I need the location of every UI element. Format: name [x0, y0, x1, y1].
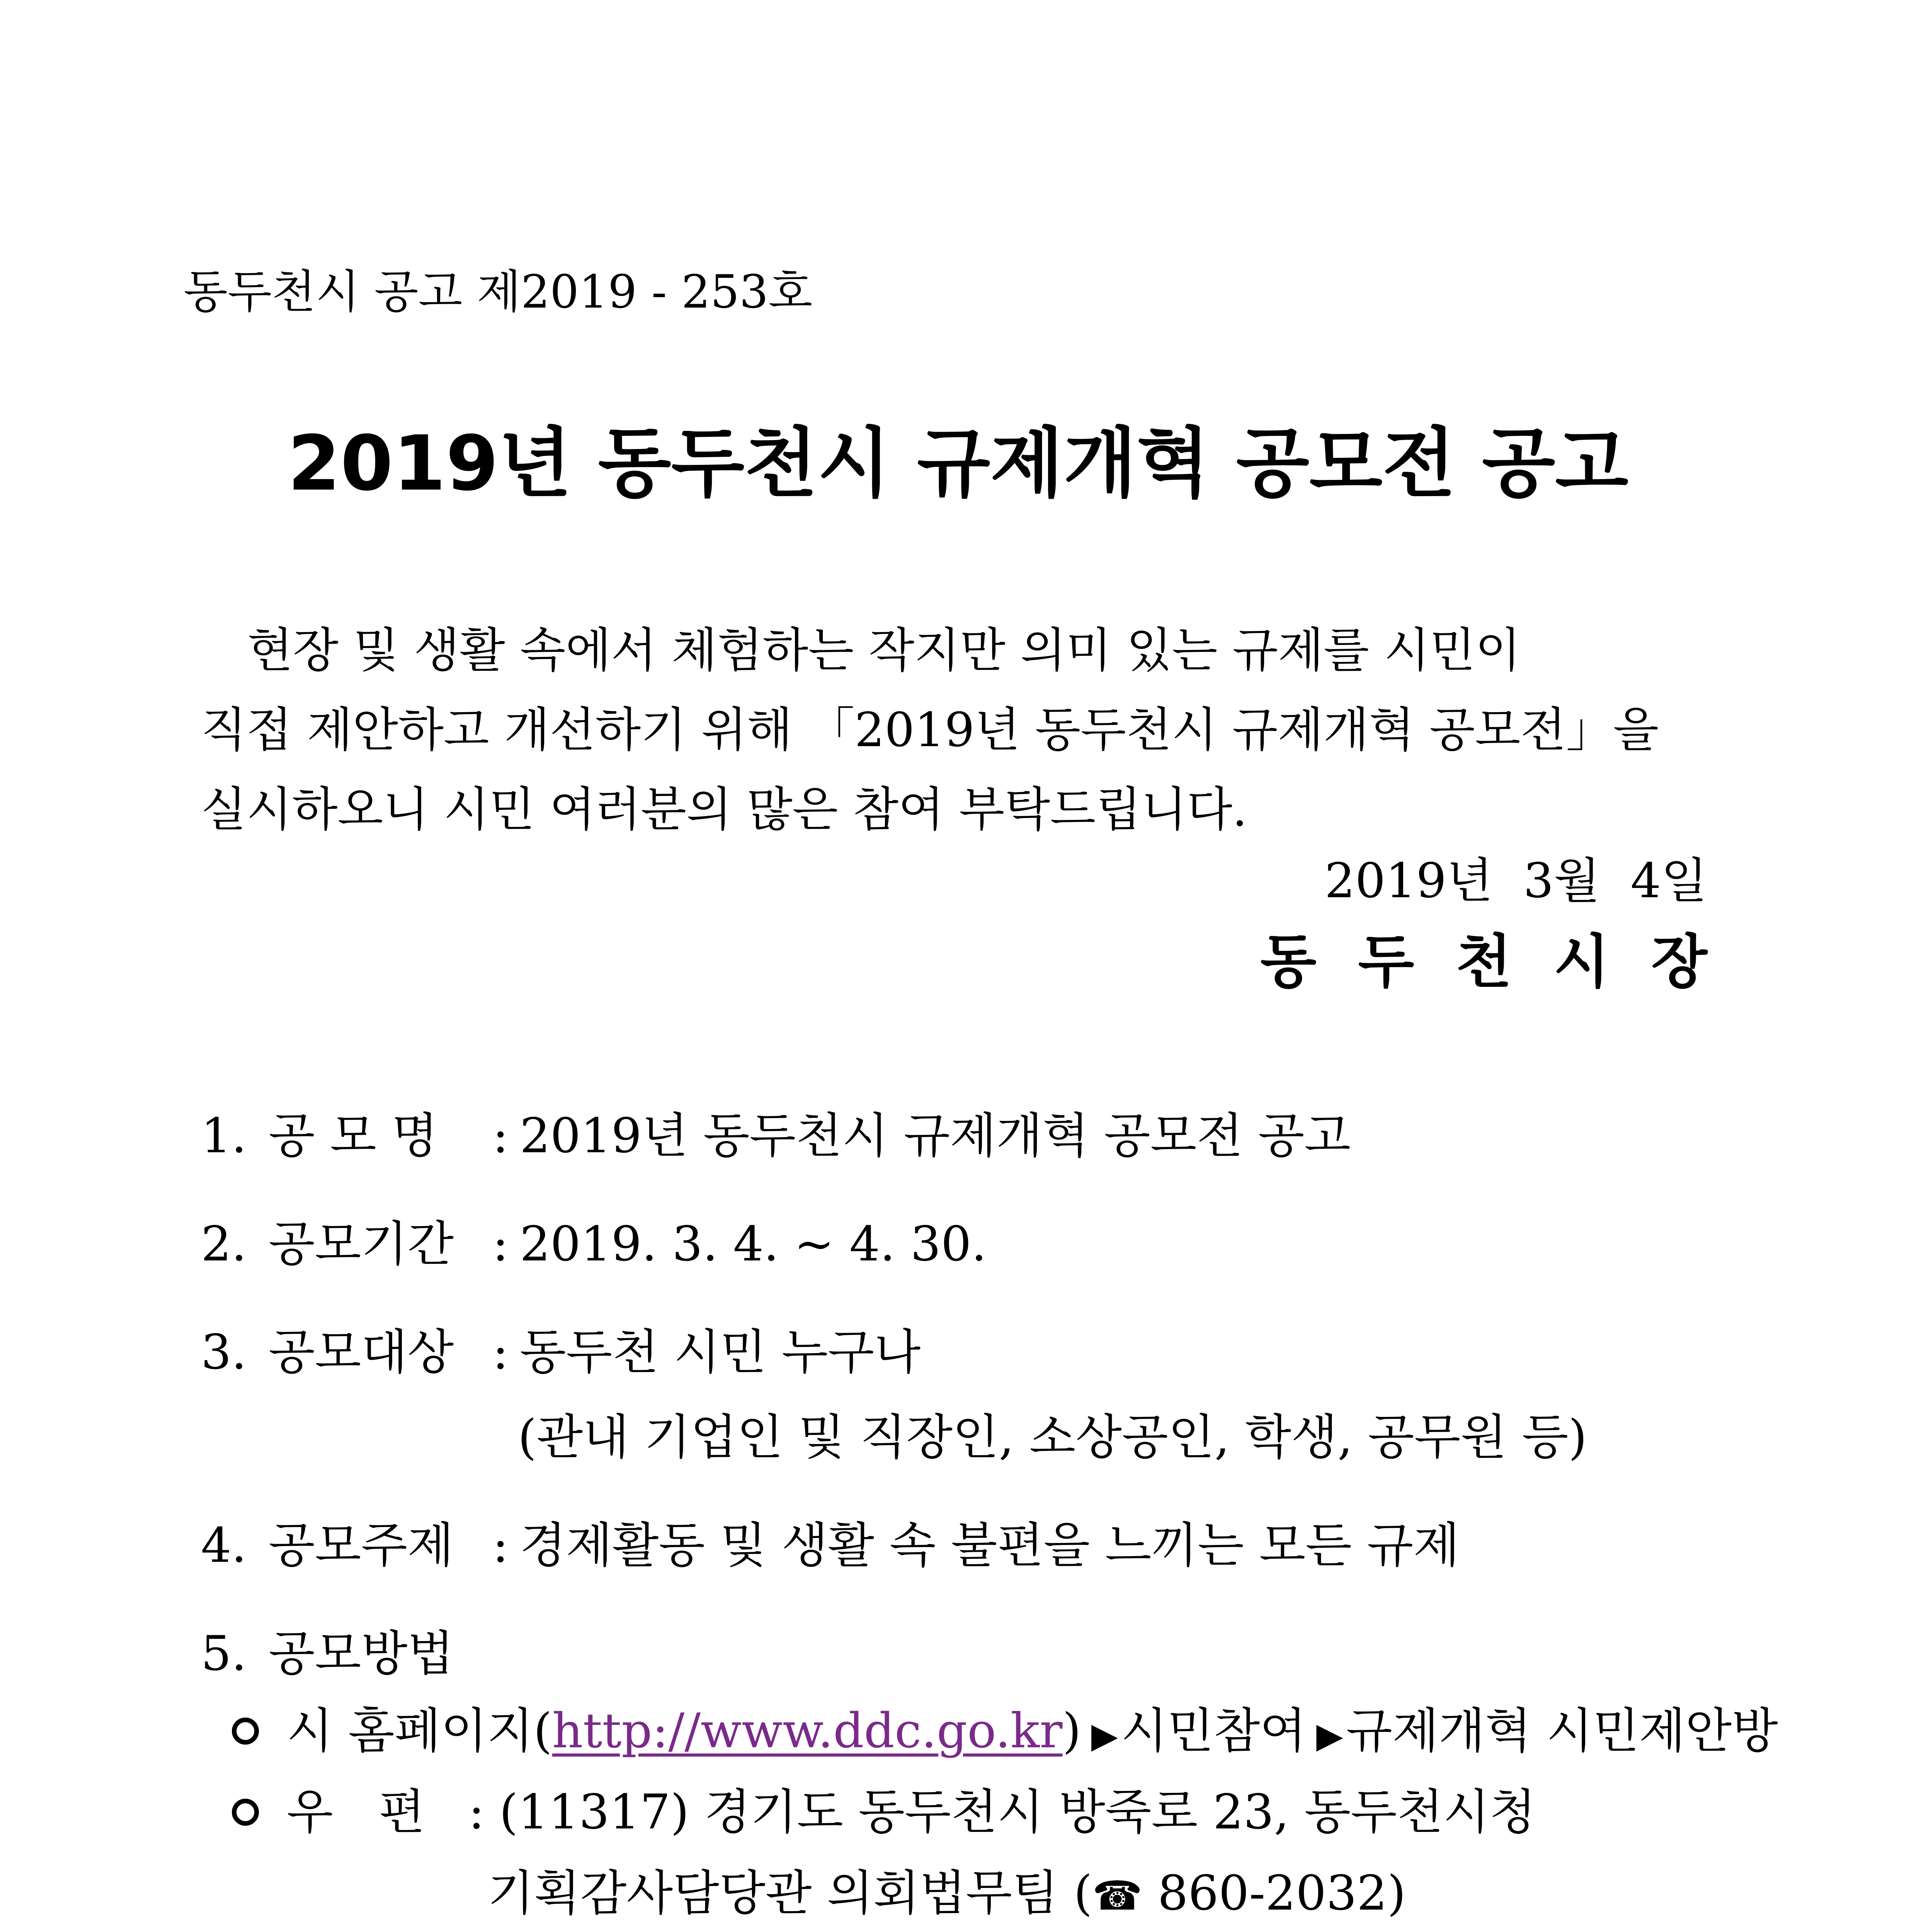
item-value: 2019. 3. 4. ~ 4. 30. — [520, 1216, 987, 1272]
item-separator: : — [492, 1518, 509, 1573]
post-address-line-1: (11317) 경기도 동두천시 방죽로 23, 동두천시청 — [499, 1784, 1536, 1840]
intro-line-1: 현장 및 생활 속에서 체험하는 작지만 의미 있는 규제를 시민이 — [247, 623, 1521, 678]
post-address-line-2 — [488, 1862, 1406, 1927]
intro-paragraph — [201, 611, 1724, 849]
item-label: 공 모 명 — [269, 1108, 438, 1164]
item-label: 공모대상 — [269, 1325, 454, 1380]
item-value: 동두천 시민 누구나 — [520, 1325, 921, 1380]
circle-bullet-icon — [232, 1718, 259, 1745]
intro-line-2: 직접 제안하고 개선하기 위해 「2019년 동두천시 규제개혁 공모전」을 — [201, 702, 1659, 757]
item-name — [201, 1105, 1351, 1167]
item-period — [201, 1213, 987, 1275]
issuer-mayor: 동두천시장 — [1260, 929, 1749, 996]
homepage-link[interactable]: http://www.ddc.go.kr — [552, 1703, 1063, 1759]
method-label: 우 편 — [287, 1784, 425, 1840]
method-post — [232, 1781, 1536, 1843]
item-value: 2019년 동두천시 규제개혁 공모전 공고 — [520, 1108, 1351, 1164]
triangle-right-icon: ▶ — [1091, 1715, 1118, 1756]
item-label: 공모방법 — [269, 1626, 454, 1682]
method-separator: : — [468, 1784, 485, 1840]
telephone-icon: ☎ — [1092, 1872, 1143, 1919]
item-target — [201, 1321, 921, 1383]
item-separator: : — [492, 1216, 509, 1272]
method-label: 시 홈페이지 — [287, 1703, 534, 1759]
nav-step-2: 규제개혁 시민제안방 — [1346, 1703, 1778, 1759]
item-number: 2. — [201, 1216, 247, 1272]
nav-step-1: 시민참여 — [1121, 1703, 1307, 1759]
item-label: 공모주제 — [269, 1518, 454, 1573]
post-phone: 860-2032) — [1157, 1866, 1406, 1921]
item-label: 공모기간 — [269, 1216, 454, 1272]
item-target-detail: (관내 기업인 및 직장인, 소상공인, 학생, 공무원 등) — [518, 1410, 1587, 1465]
item-number: 5. — [201, 1626, 247, 1682]
item-separator: : — [492, 1325, 509, 1380]
item-number: 3. — [201, 1325, 247, 1380]
intro-line-3: 실시하오니 시민 여러분의 많은 참여 부탁드립니다. — [201, 782, 1247, 837]
item-number: 1. — [201, 1108, 247, 1164]
item-method — [201, 1623, 481, 1685]
post-department: 기획감사담당관 의회법무팀 ( — [488, 1866, 1092, 1921]
circle-bullet-icon — [232, 1799, 259, 1826]
notice-number: 동두천시 공고 제2019 - 253호 — [184, 265, 813, 318]
item-value: 경제활동 및 생활 속 불편을 느끼는 모든 규제 — [520, 1518, 1460, 1573]
document-title: 2019년 동두천시 규제개혁 공모전 공고 — [288, 420, 1628, 508]
item-separator: : — [492, 1108, 509, 1164]
method-web — [232, 1700, 1778, 1767]
issue-date: 2019년 3월 4일 — [1324, 853, 1707, 909]
triangle-right-icon: ▶ — [1316, 1715, 1343, 1756]
close-paren: ) — [1062, 1703, 1081, 1759]
item-number: 4. — [201, 1518, 247, 1573]
item-subject — [201, 1515, 1460, 1577]
open-paren: ( — [533, 1703, 552, 1759]
